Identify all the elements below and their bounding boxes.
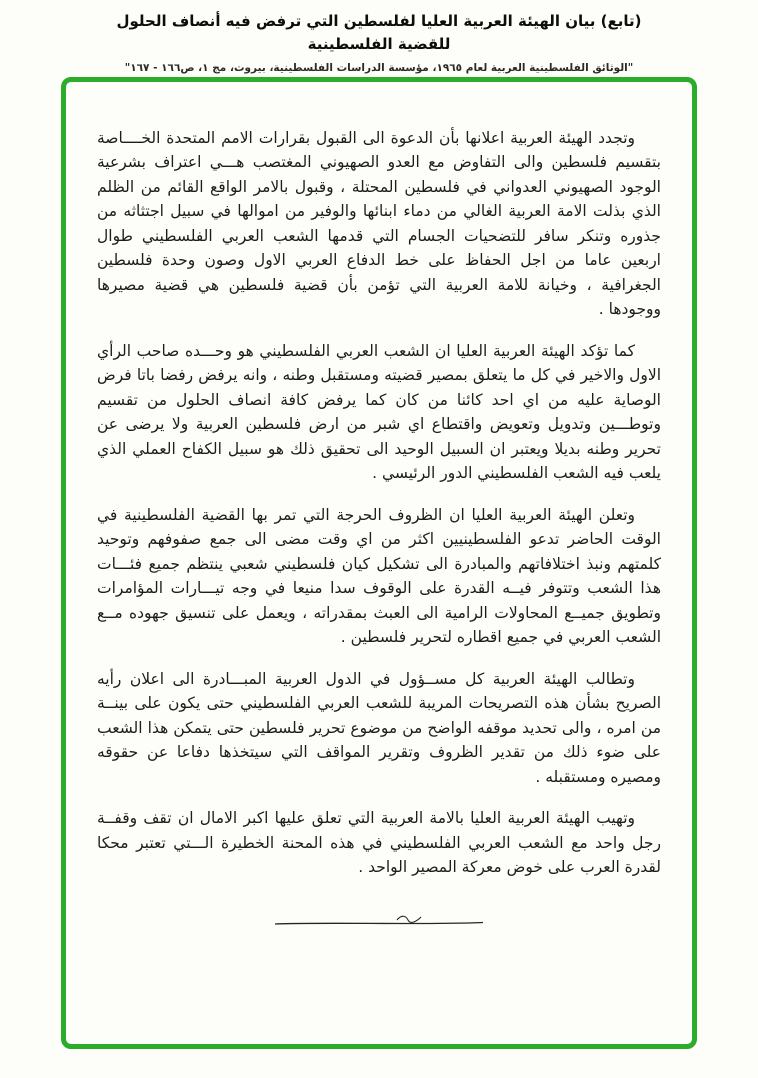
document-paragraph: وتجدد الهيئة العربية اعلانها بأن الدعوة الى القبول بقرارات الامم المتحدة الخــــاصة بتقسيم فلسطين والى التفاوض مع العدو الصهيوني المغتصب هـــي اعتراف بشرعية الوجود الصهيوني العدواني في فلسطين المحتلة ، وقبول بالامر الواقع القائم من الظلم الذي بذلت الامة العربية الغالي من دماء ابنائها والوفير من اموالها في سبيل اجتثاثه من جذوره وتنكر سافر للتضحيات الجسام التي قدمها الشعب العربي الفلسطيني طوال اربعين عاما من اجل الحفاظ على خط الدفاع العربي الاول وصون وحدة فلسطين الجغرافية ، وخيانة للامة العربية التي تؤمن بأن قضية فلسطين هي قضية مصيرها ووجودها . [97, 129, 661, 319]
document-frame [61, 77, 697, 1049]
source-citation: "الوثائق الفلسطينية العربية لعام ١٩٦٥، مؤسسة الدراسات الفلسطينية، بيروت، مج ١، ص١٦٦ - ١٦٧" [124, 61, 634, 74]
page-title: (تابع) بيان الهيئة العربية العليا لفلسطين التي ترفض فيه أنصاف الحلول للقضية الفلسطينية [116, 12, 642, 54]
signature-line-icon [269, 910, 489, 930]
document-paragraph: وتعلن الهيئة العربية العليا ان الظروف الحرجة التي تمر بها القضية الفلسطينية في الوقت الحاضر تدعو الفلسطينيين اكثر من اي وقت مضى الى جمع صفوفهم وتوحيد كلمتهم ونبذ اختلافاتهم والمبادرة الى تشكيل كيان فلسطيني شعبي ينتظم جميع فئـــات هذا الشعب وتتوفر فيــه القدرة على الوقوف سدا منيعا في وجه تيـــارات المؤامرات وتطويق جميــع المحاولات الرامية الى العبث بمقدراته ، ويعمل على تنسيق جهوده مــع الشعب العربي في جميع اقطاره لتحرير فلسطين . [97, 505, 661, 647]
document-header [0, 10, 758, 74]
signature-mark [97, 908, 661, 932]
document-paragraph: كما تؤكد الهيئة العربية العليا ان الشعب العربي الفلسطيني هو وحـــده صاحب الرأي الاول والاخير في كل ما يتعلق بمصير قضيته ومستقبل وطنه ، وانه يرفض رفضا باتا فرض الوصاية عليه من اي احد كائنا من كان كما يرفض كافة انصاف الحلول من تقسيم وتوطـــين وتدويل وتعويض واقتطاع اي شبر من ارض فلسطين العربية ولا يرضى عن تحرير وطنه بديلا ويعتبر ان السبيل الوحيد الى تحقيق ذلك هو سبيل الكفاح العملي الذي يلعب فيه الشعب الفلسطيني الدور الرئيسي . [97, 341, 661, 483]
document-paragraph: وتطالب الهيئة العربية كل مســؤول في الدول العربية المبـــادرة الى اعلان رأيه الصريح بشأن هذه التصريحات المريبة للشعب العربي الفلسطيني حتى يكون على بينــة من امره ، والى تحديد موقفه الواضح من موضوع تحرير فلسطين حتى يتمكن هذا الشعب على ضوء ذلك من تقدير الظروف وتقرير المواقف التي سيتخذها دفاعا عن حقوقه ومصيره ومستقبله . [97, 669, 661, 786]
document-paragraph: وتهيب الهيئة العربية العليا بالامة العربية التي تعلق عليها اكبر الامال ان تقف وقفــة رجل واحد مع الشعب العربي الفلسطيني في هذه المحنة الخطيرة الـــتي تعتبر محكا لقدرة العرب على خوض معركة المصير الواحد . [97, 809, 661, 877]
document-body [97, 126, 661, 932]
